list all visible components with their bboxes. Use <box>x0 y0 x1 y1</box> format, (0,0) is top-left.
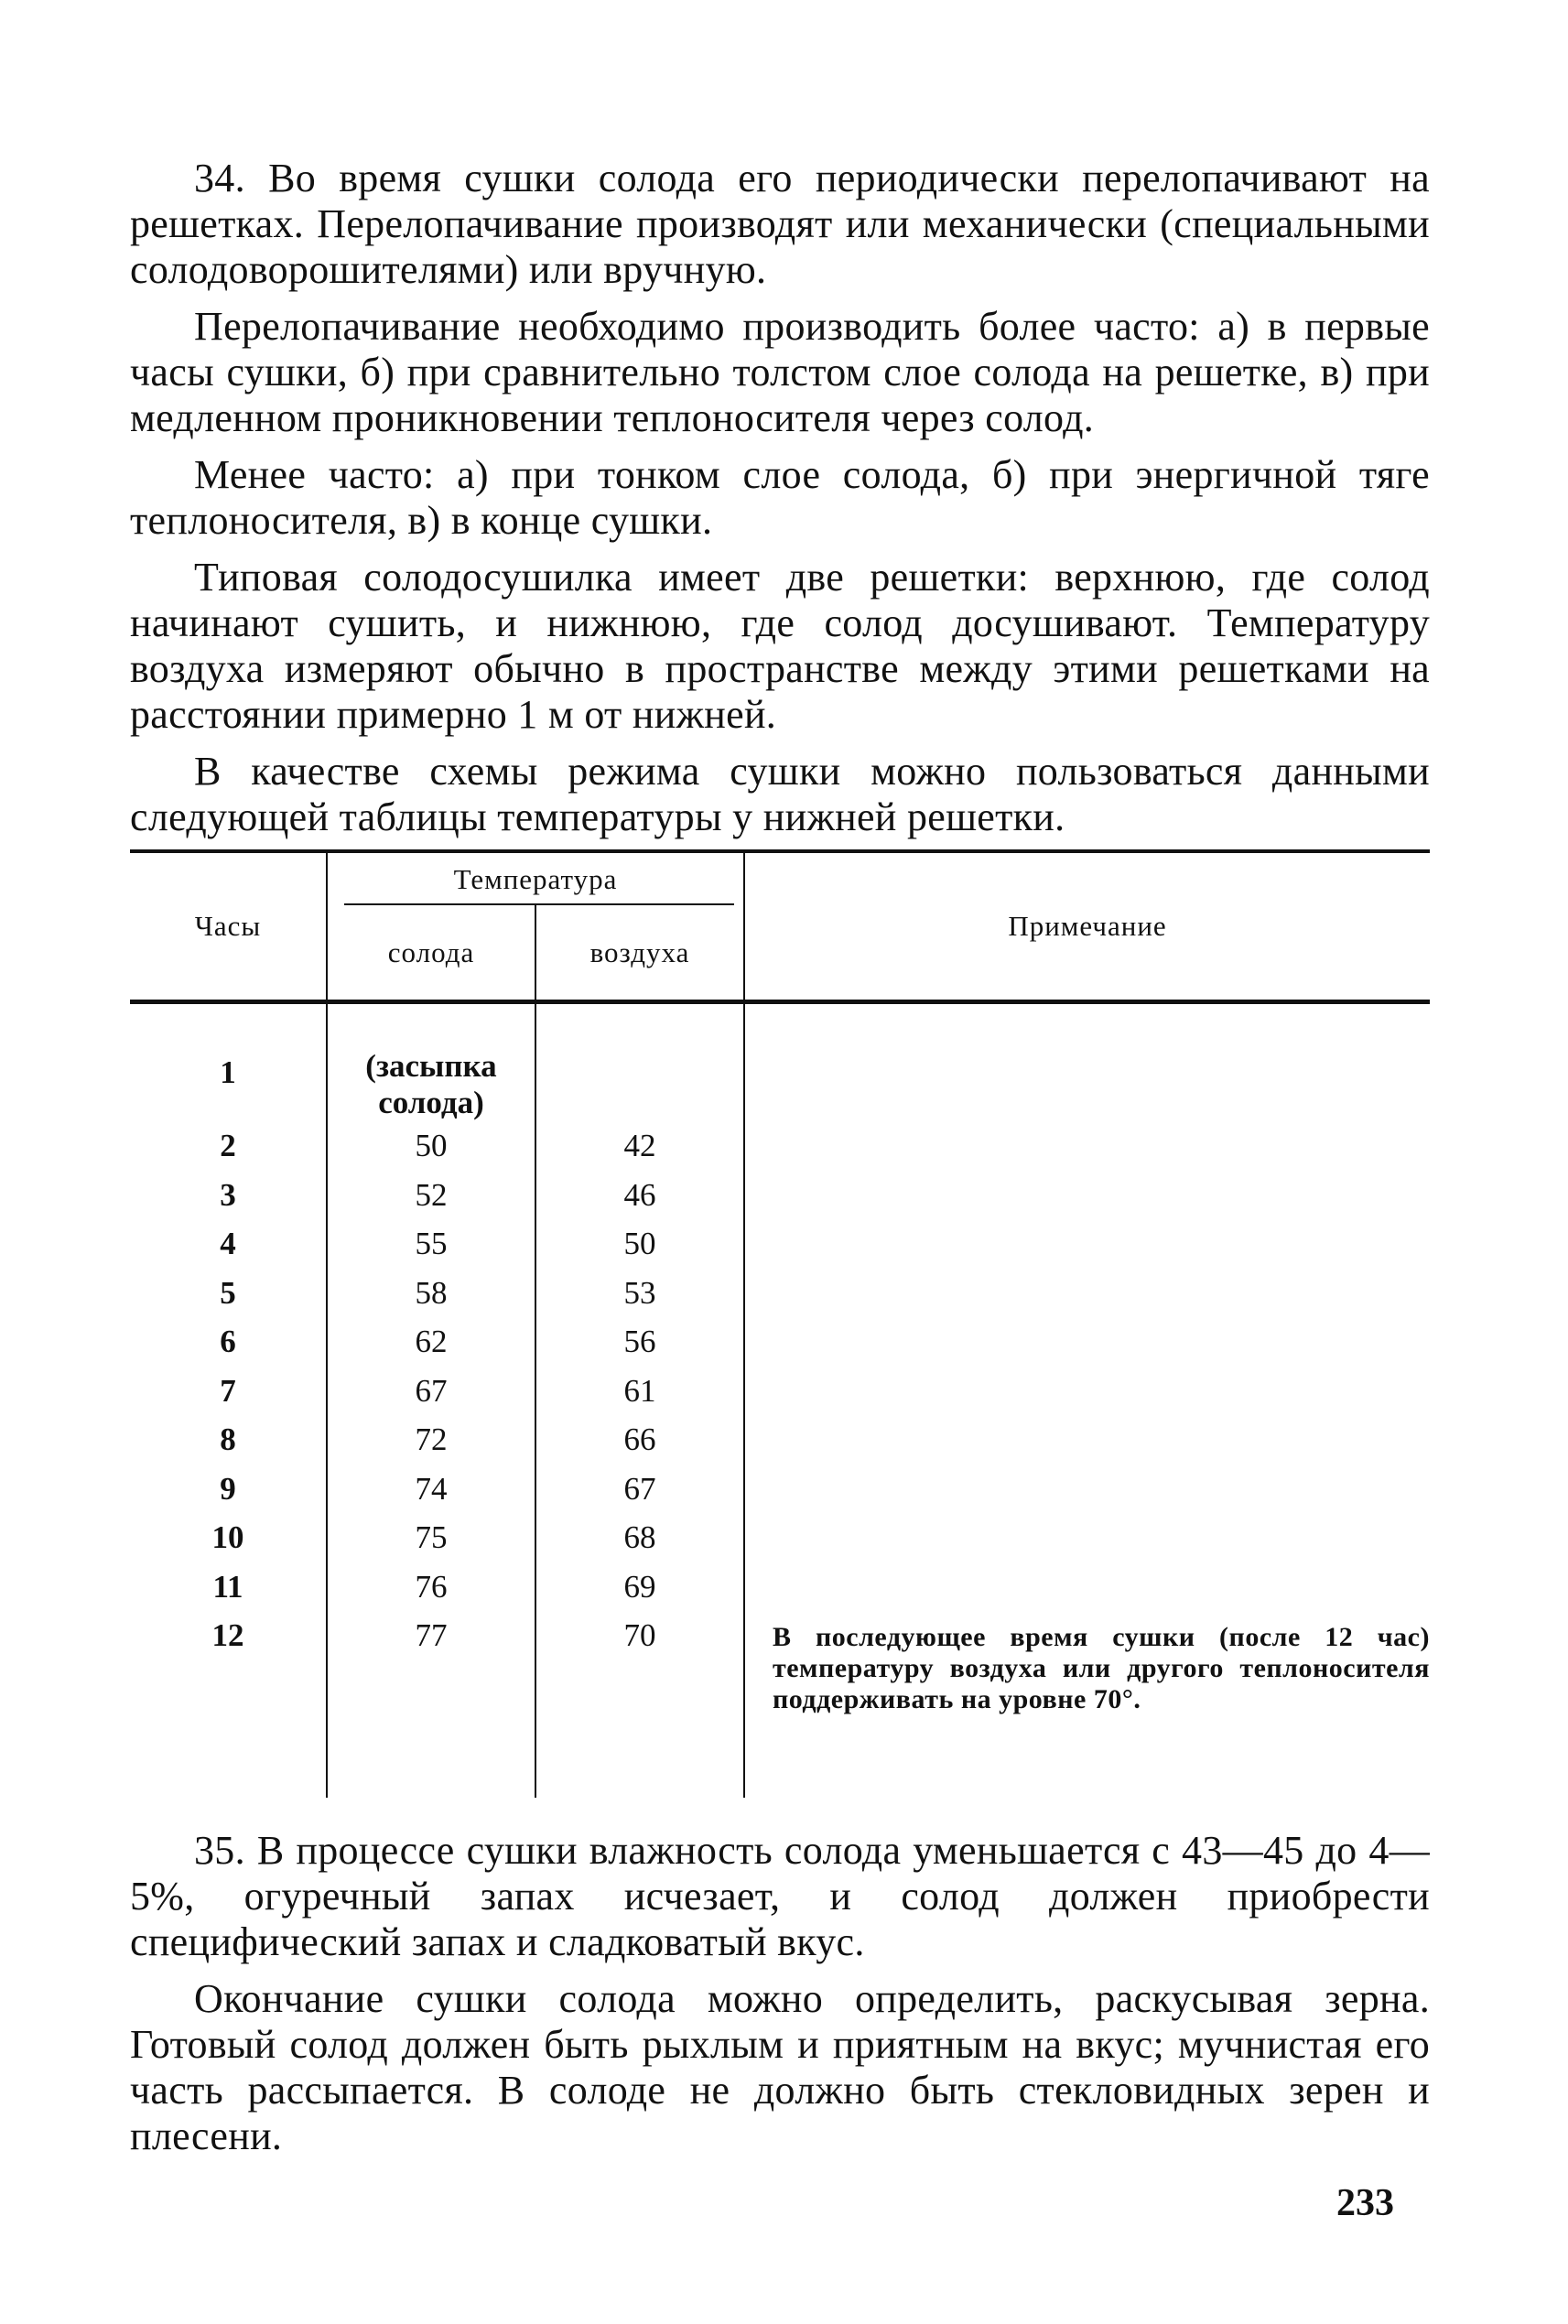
cell-hour: 7 <box>220 1372 236 1409</box>
cell-note-remark: В последующее время сушки (после 12 час) температуру воздуха или другого теплоносителя поддерживать на уровне 70°. <box>773 1622 1430 1714</box>
cell-hour: 1 <box>220 1054 236 1090</box>
cell-malt: 50 <box>327 1121 535 1171</box>
cell-note <box>744 1121 1430 1171</box>
header-temperature-rule <box>344 903 734 905</box>
paragraph-turning-frequency: Перелопачивание необходимо производить более часто: а) в первые часы сушки, б) при сравнительно толстом слое солода на решетке, в) при медленном проникновении теплоносителя через солод. <box>130 304 1430 440</box>
cell-malt: 62 <box>327 1317 535 1367</box>
header-temperature <box>327 851 744 905</box>
header-air: воздуха <box>535 905 744 1001</box>
cell-malt: 52 <box>327 1171 535 1220</box>
cell-air: 46 <box>535 1171 744 1220</box>
table-row <box>130 1562 1430 1612</box>
table-row <box>130 1465 1430 1514</box>
table-row <box>130 1121 1430 1171</box>
cell-air: 61 <box>535 1367 744 1416</box>
cell-hour: 12 <box>211 1617 244 1653</box>
cell-malt: 67 <box>327 1367 535 1416</box>
table-row <box>130 1611 1430 1798</box>
header-note: Примечание <box>744 851 1430 1002</box>
upper-text-block <box>130 156 1430 851</box>
cell-hour: 10 <box>211 1519 244 1555</box>
table-row <box>130 1219 1430 1269</box>
cell-malt: 74 <box>327 1465 535 1514</box>
table-row <box>130 1513 1430 1562</box>
cell-hour: 6 <box>220 1324 236 1359</box>
cell-hour: 5 <box>220 1274 236 1311</box>
cell-note <box>744 1367 1430 1416</box>
cell-air: 42 <box>535 1121 744 1171</box>
cell-air: 69 <box>535 1562 744 1612</box>
table-row <box>130 1269 1430 1318</box>
paragraph-34: 34. Во время сушки солода его периодически перелопачивают на решетках. Перелопачивание производят или механически (специальными солодоворошителями) или вручную. <box>130 156 1430 292</box>
cell-note <box>744 1513 1430 1562</box>
cell-malt: 58 <box>327 1269 535 1318</box>
cell-malt: (засыпка солода) <box>327 1002 535 1122</box>
cell-note <box>744 1415 1430 1465</box>
paragraph-table-intro: В качестве схемы режима сушки можно пользоваться данными следующей таблицы температуры у нижней решетки. <box>130 749 1430 839</box>
cell-hour: 8 <box>220 1421 236 1457</box>
table-row <box>130 1171 1430 1220</box>
cell-note <box>744 1002 1430 1122</box>
cell-malt: 75 <box>327 1513 535 1562</box>
cell-air: 70 <box>535 1611 744 1798</box>
cell-air: 56 <box>535 1317 744 1367</box>
cell-hour: 3 <box>220 1176 236 1213</box>
paragraph-drying-end: Окончание сушки солода можно определить, раскусывая зерна. Готовый солод должен быть рыхлым и приятным на вкус; мучнистая его часть рассыпается. В солоде не должно быть стекловидных зерен и плесени. <box>130 1976 1430 2158</box>
cell-air <box>535 1002 744 1122</box>
header-hours: Часы <box>130 851 327 1002</box>
header-temperature-label: Температура <box>453 862 618 895</box>
cell-note <box>744 1269 1430 1318</box>
table-row <box>130 1415 1430 1465</box>
header-malt: солода <box>327 905 535 1001</box>
table-row <box>130 1002 1430 1122</box>
temperature-table <box>130 849 1430 1798</box>
cell-note <box>744 1219 1430 1269</box>
cell-air: 67 <box>535 1465 744 1514</box>
cell-note <box>744 1317 1430 1367</box>
cell-note <box>744 1562 1430 1612</box>
cell-malt: 55 <box>327 1219 535 1269</box>
cell-note <box>744 1171 1430 1220</box>
paragraph-kiln-description: Типовая солодосушилка имеет две решетки: верхнюю, где солод начинают сушить, и нижнюю, где солод досушивают. Температуру воздуха измеряют обычно в пространстве между этими решетками на расстоянии примерно 1 м от нижней. <box>130 555 1430 737</box>
table-row <box>130 1367 1430 1416</box>
cell-hour: 9 <box>220 1470 236 1507</box>
cell-malt: 76 <box>327 1562 535 1612</box>
page-number: 233 <box>1336 2182 1394 2224</box>
cell-hour: 11 <box>212 1568 243 1605</box>
cell-air: 66 <box>535 1415 744 1465</box>
cell-air: 68 <box>535 1513 744 1562</box>
cell-air: 50 <box>535 1219 744 1269</box>
paragraph-less-often: Менее часто: а) при тонком слое солода, б) при энергичной тяге теплоносителя, в) в конце сушки. <box>130 452 1430 543</box>
table-row <box>130 1317 1430 1367</box>
cell-hour: 2 <box>220 1128 236 1163</box>
cell-malt: 77 <box>327 1611 535 1798</box>
cell-air: 53 <box>535 1269 744 1318</box>
temperature-table-container <box>130 849 1430 1798</box>
cell-hour: 4 <box>220 1226 236 1261</box>
lower-text-block <box>130 1828 1430 2170</box>
cell-malt: 72 <box>327 1415 535 1465</box>
paragraph-35: 35. В процессе сушки влажность солода уменьшается с 43—45 до 4—5%, огуречный запах исчезает, и солод должен приобрести специфический запах и сладковатый вкус. <box>130 1828 1430 1964</box>
cell-note <box>744 1465 1430 1514</box>
